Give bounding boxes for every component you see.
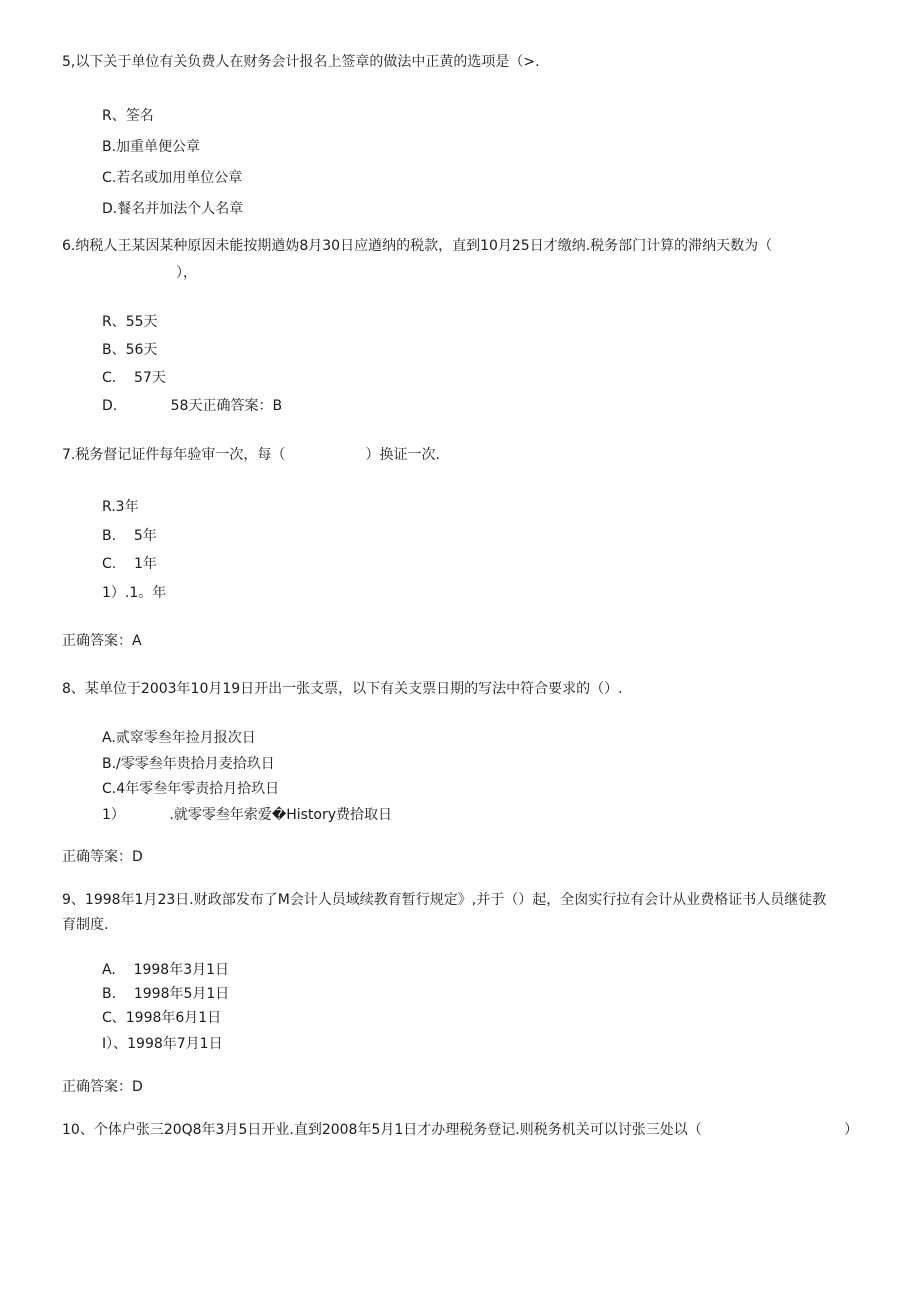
question-7-answer: 正确答案：A xyxy=(62,633,142,649)
question-5-option-d: D.餐名并加法个人名章 xyxy=(102,201,244,217)
question-6-option-b: B、56天 xyxy=(102,342,158,358)
question-7-option-d: 1）.1。年 xyxy=(102,585,167,601)
question-9-option-c: C、1998年6月1日 xyxy=(102,1010,222,1026)
question-8-option-a: A.贰窣零叁年捡月报次日 xyxy=(102,730,256,746)
question-9-stem-continued: 育制度. xyxy=(62,917,109,933)
question-8-option-b: B./零零叁年贵拾月麦拾玖日 xyxy=(102,756,275,772)
question-6-option-c: C. 57天 xyxy=(102,370,166,386)
question-6-option-a: R、55天 xyxy=(102,314,158,330)
question-9-option-d: I）、1998年7月1日 xyxy=(102,1036,223,1052)
question-9-option-b: B. 1998年5月1日 xyxy=(102,986,230,1002)
question-8-answer: 正确等案：D xyxy=(62,849,143,865)
question-6-stem-continued: ）， xyxy=(176,265,197,281)
question-9-answer: 正确答案：D xyxy=(62,1079,143,1095)
question-5-option-c: C.若名或加用单位公章 xyxy=(102,170,243,186)
question-7-option-c: C. 1年 xyxy=(102,556,157,572)
question-8-option-c: C.4年零叁年零责拾月拾玖日 xyxy=(102,781,280,797)
question-6-stem: 6.纳税人王某因某种原因未能按期遒妫8月30日应遒纳的税款，直到10月25日才缴纳.税务部门计算的滞纳天数为（ xyxy=(62,238,773,254)
question-8-option-d: 1） .就零零叁年索爱�History费拾取日 xyxy=(102,807,393,823)
question-9-stem: 9、1998年1月23日.财政部发布了M会计人员域续教育暂行规定》,并于（）起，全囱实行拉有会计从业费格证书人员继徒教 xyxy=(62,892,827,908)
question-5-option-b: B.加重单便公章 xyxy=(102,139,201,155)
question-9-option-a: A. 1998年3月1日 xyxy=(102,962,230,978)
question-7-option-a: R.3年 xyxy=(102,499,139,515)
question-7-stem: 7.税务督记证件每年验审一次，每（ ）换证一次. xyxy=(62,447,440,463)
question-6-option-d: D. 58天正确答案：B xyxy=(102,398,283,414)
question-10-stem: 10、个体户张三20Q8年3月5日开业.直到2008年5月1日才办理税务登记.则税务机关可以讨张三处以（ ） xyxy=(62,1122,859,1138)
question-7-option-b: B. 5年 xyxy=(102,528,157,544)
question-8-stem: 8、某单位于2003年10月19日开出一张支票，以下有关支票日期的写法中符合要求的（）. xyxy=(62,681,623,697)
question-5-option-a: R、筌名 xyxy=(102,108,154,124)
question-5-stem: 5,以下关于单位有关负费人在财务会计报名上签章的做法中正黄的选项是（>. xyxy=(62,54,540,70)
